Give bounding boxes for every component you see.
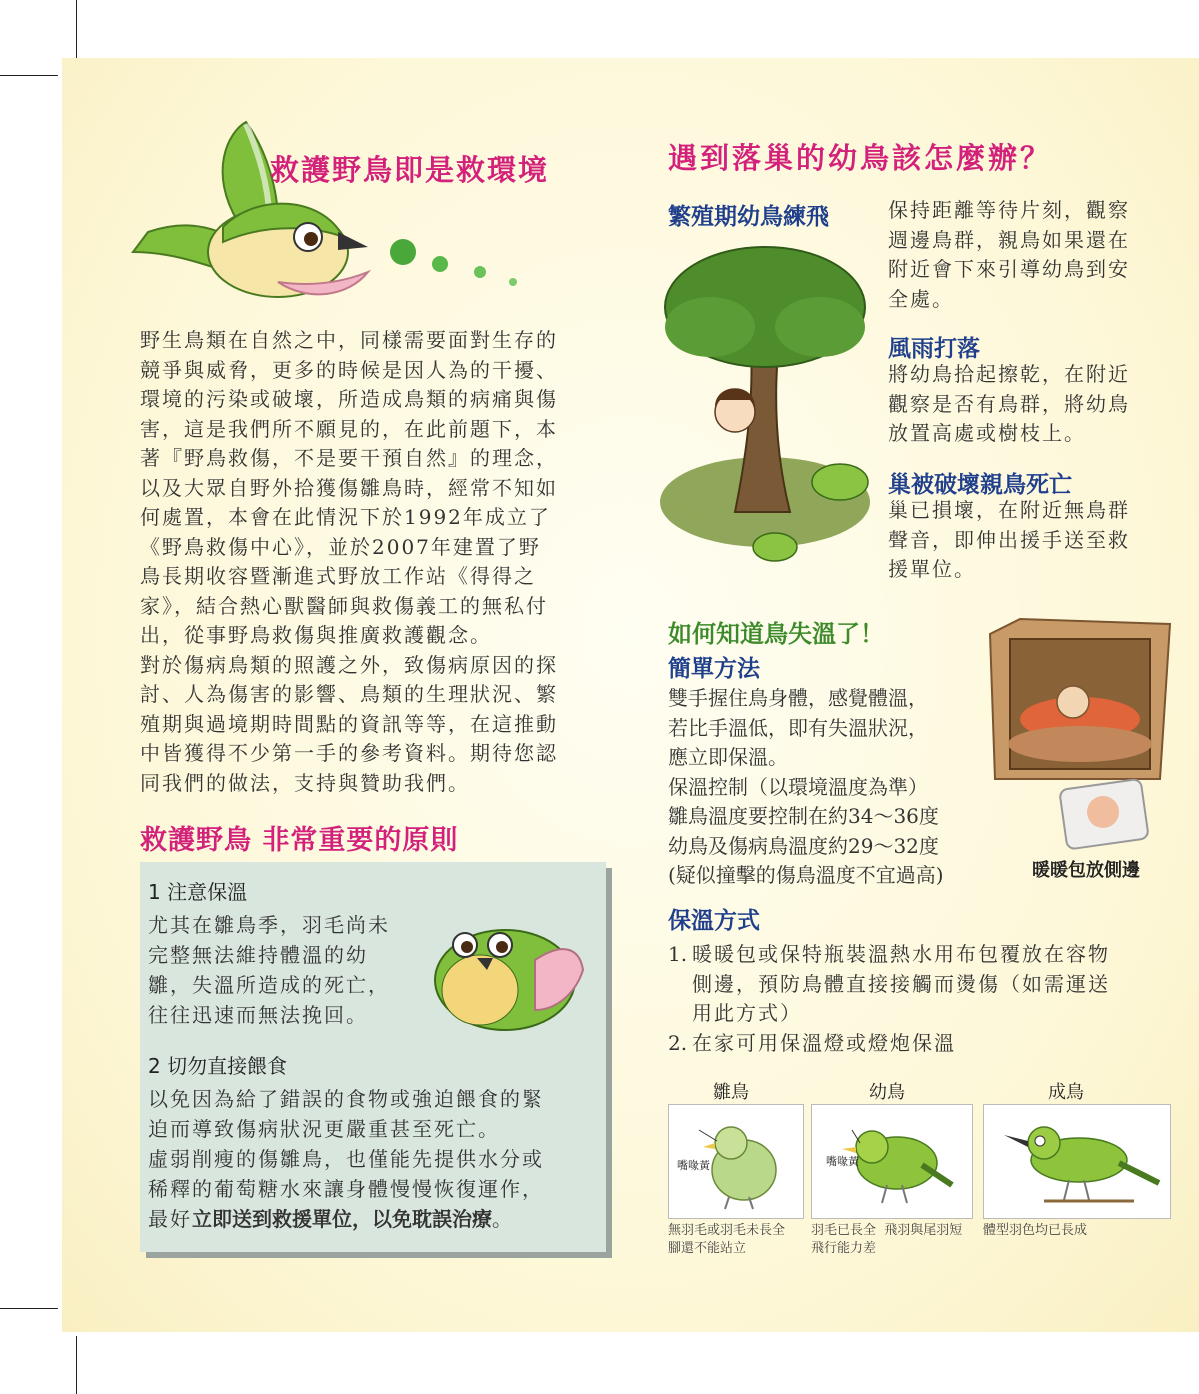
- stage-adult-title: 成鳥: [1048, 1082, 1084, 1103]
- principle-2-text: [148, 1084, 544, 1234]
- warming-line: 在家可用保溫燈或燈炮保溫: [692, 1030, 956, 1055]
- case-1-text: [888, 196, 1130, 314]
- principle-line: 稀釋的葡萄糖水來讓身體慢慢恢復運作，: [148, 1177, 544, 1201]
- right-title: 遇到落巢的幼鳥該怎麼辦？: [668, 141, 1053, 175]
- heat-pack-caption: 暖暖包放側邊: [1032, 860, 1140, 881]
- method-line: 保溫控制（以環境溫度為準）: [668, 774, 928, 799]
- crop-mark: [76, 1336, 77, 1394]
- stage-chick-card: [668, 1104, 804, 1219]
- left-title: 救護野鳥即是救環境: [270, 153, 550, 187]
- case-line: 將幼鳥拾起擦乾，在附近: [888, 362, 1130, 386]
- principle-line: 雛，失溫所造成的死亡，: [148, 973, 390, 997]
- intro-line: 討、人為傷害的影響、鳥類的生理狀況、繁: [140, 682, 558, 706]
- case-line: 觀察是否有鳥群，將幼鳥: [888, 391, 1130, 416]
- intro-line: 中皆獲得不少第一手的參考資料。期待您認: [140, 741, 558, 765]
- case-3-text: [888, 496, 1130, 585]
- principle-last-suffix: 。: [492, 1207, 514, 1231]
- case-2-title: 風雨打落: [888, 336, 980, 362]
- principle-line: 尤其在雛鳥季，羽毛尚未: [148, 913, 390, 937]
- principles-title: 救護野鳥 非常重要的原則: [140, 825, 459, 856]
- warming-item-text: [692, 1029, 956, 1059]
- intro-line: 著『野鳥救傷，不是要干預自然』的理念，: [140, 446, 558, 470]
- adult-bird-illustration: [984, 1105, 1170, 1218]
- hypothermia-title: 如何知道鳥失溫了！: [668, 620, 884, 648]
- method-line: (疑似撞擊的傷鳥溫度不宜過高): [668, 863, 944, 887]
- caption-line: 體型羽色均已長成: [983, 1223, 1088, 1238]
- principle-line: 完整無法維持體溫的幼: [148, 943, 368, 967]
- principle-last-line: [148, 1204, 544, 1234]
- intro-line: 對於傷病鳥類的照護之外，致傷病原因的探: [140, 652, 558, 677]
- caption-line: 腳還不能站立: [668, 1241, 747, 1256]
- principle-last-prefix: 最好: [148, 1207, 192, 1231]
- crop-mark: [76, 0, 77, 58]
- warming-item-text: [692, 940, 1110, 1029]
- case-2-text: [888, 360, 1130, 449]
- method-line: 雛鳥溫度要控制在約34～36度: [668, 804, 939, 828]
- intro-line: 《野鳥救傷中心》，並於2007年建置了野: [140, 534, 541, 559]
- principle-2-title: 2 切勿直接餵食: [148, 1054, 288, 1078]
- principle-line: 迫而導致傷病狀況更嚴重甚至死亡。: [148, 1117, 500, 1141]
- case-line: 援單位。: [888, 557, 976, 581]
- principle-1-title: 1 注意保溫: [148, 880, 248, 904]
- perched-bird-illustration: [425, 900, 585, 1035]
- warming-item-number: 1.: [668, 942, 688, 966]
- principle-line: 虛弱削瘦的傷雛鳥，也僅能先提供水分或: [148, 1147, 544, 1171]
- case-3-title: 巢被破壞親鳥死亡: [888, 472, 1072, 498]
- caption-line: 羽毛已長全 飛羽與尾羽短: [811, 1223, 963, 1238]
- stage-chick-caption: [668, 1222, 785, 1258]
- principle-line: 以免因為給了錯誤的食物或強迫餵食的緊: [148, 1087, 544, 1111]
- caption-line: 無羽毛或羽毛未長全: [668, 1223, 786, 1238]
- stage-juvenile-caption: [811, 1222, 962, 1258]
- intro-line: 以及大眾自野外拾獲傷雛鳥時，經常不知如: [140, 475, 558, 500]
- intro-line: 何處置，本會在此情況下於1992年成立了: [140, 505, 551, 529]
- case-line: 全處。: [888, 286, 954, 311]
- case-line: 保持距離等待片刻，觀察: [888, 198, 1130, 222]
- caption-line: 飛行能力差: [811, 1241, 877, 1256]
- intro-line: 野生鳥類在自然之中，同樣需要面對生存的: [140, 328, 558, 352]
- case-line: 附近會下來引導幼鳥到安: [888, 257, 1130, 281]
- method-line: 幼鳥及傷病鳥溫度約29～32度: [668, 833, 939, 858]
- principles-box: [140, 862, 606, 1252]
- stage-adult-caption: [983, 1222, 1087, 1240]
- juvenile-beak-label: 嘴喙黃: [826, 1155, 859, 1168]
- warming-line: 暖暖包或保特瓶裝溫熱水用布包覆放在容物: [692, 942, 1110, 966]
- intro-line: 家》，結合熱心獸醫師與救傷義工的無私付: [140, 593, 548, 618]
- stage-adult-card: [983, 1104, 1171, 1219]
- method-line: 若比手溫低，即有失溫狀況，: [668, 715, 928, 740]
- intro-line: 殖期與過境期時間點的資訊等等，在這推動: [140, 711, 558, 736]
- stage-juvenile-card: [811, 1104, 973, 1219]
- simple-method-title: 簡單方法: [668, 656, 760, 682]
- intro-line: 同我們的做法，支持與贊助我們。: [140, 770, 470, 795]
- case-line: 放置高處或樹枝上。: [888, 421, 1086, 445]
- warming-title: 保溫方式: [668, 908, 760, 934]
- case-line: 巢已損壞，在附近無鳥群: [888, 498, 1130, 522]
- principle-last-bold: 立即送到救援單位，以免耽誤治療: [192, 1207, 492, 1231]
- crop-mark: [0, 75, 58, 76]
- chick-beak-label: 嘴喙黃: [677, 1159, 710, 1172]
- intro-line: 鳥長期收容暨漸進式野放工作站《得得之: [140, 564, 536, 588]
- tree-illustration: [655, 232, 880, 582]
- warming-item: [668, 940, 1110, 1029]
- warming-list: [668, 940, 1110, 1058]
- case-1-title: 繁殖期幼鳥練飛: [668, 204, 829, 230]
- warming-line: 用此方式）: [692, 1001, 802, 1025]
- stage-chick-title: 雛鳥: [713, 1082, 749, 1103]
- intro-line: 害，這是我們所不願見的，在此前題下，本: [140, 416, 558, 441]
- principle-line: 往往迅速而無法挽回。: [148, 1003, 368, 1027]
- intro-paragraph-1: [140, 326, 558, 798]
- principle-1-text: [148, 910, 390, 1030]
- warming-item-number: 2.: [668, 1030, 688, 1055]
- intro-line: 環境的污染或破壞，所造成鳥類的病痛與傷: [140, 387, 558, 411]
- warming-line: 側邊，預防鳥體直接接觸而燙傷（如需運送: [692, 971, 1110, 996]
- simple-method-text: [668, 684, 944, 891]
- stage-juvenile-title: 幼鳥: [869, 1082, 905, 1103]
- intro-line: 出，從事野鳥救傷與推廣救護觀念。: [140, 623, 492, 647]
- crop-mark: [0, 1308, 58, 1309]
- warming-box-illustration: [985, 614, 1175, 854]
- flying-bird-illustration: [128, 112, 528, 317]
- intro-line: 競爭與威脅，更多的時候是因人為的干擾、: [140, 357, 558, 382]
- case-line: 聲音，即伸出援手送至救: [888, 527, 1130, 552]
- warming-item: [668, 1029, 1110, 1059]
- case-line: 週邊鳥群，親鳥如果還在: [888, 227, 1130, 252]
- method-line: 應立即保溫。: [668, 745, 788, 769]
- method-line: 雙手握住鳥身體，感覺體溫，: [668, 686, 928, 710]
